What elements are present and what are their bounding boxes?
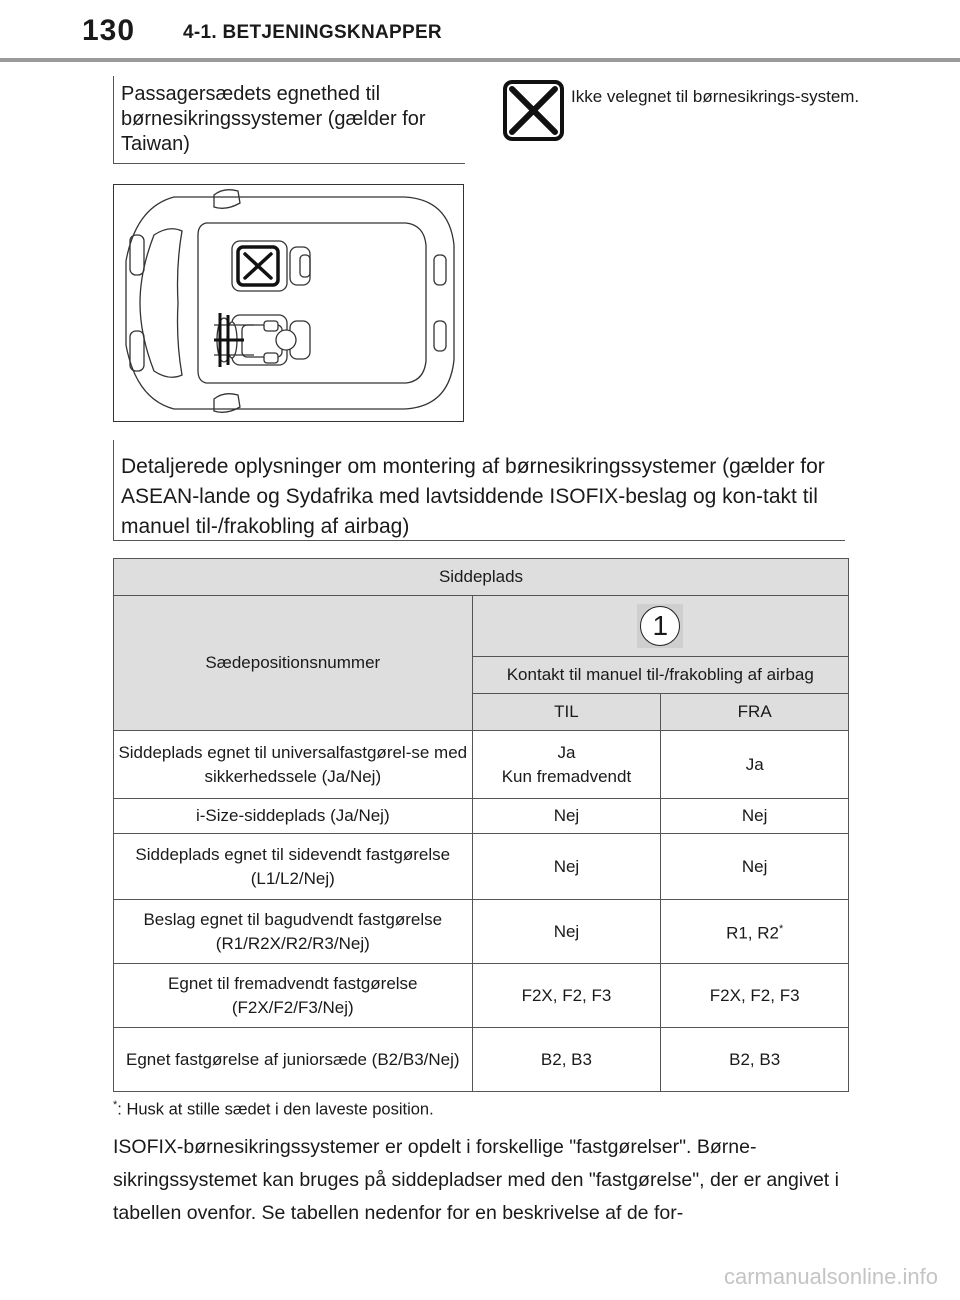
body-paragraph: ISOFIX-børnesikringssystemer er opdelt i forskellige "fastgørelser". Børne-sikringssystemet kan bruges på siddepladser med den "fastgørelse", der er angivet i tabellen ovenfor. Se tabellen nedenfor for en beskrivelse af de for-	[113, 1136, 839, 1224]
row-on-cell: Nej	[472, 900, 661, 964]
row-off-cell: Ja	[661, 731, 849, 799]
header-off-cell: FRA	[661, 694, 849, 731]
x-box-icon	[503, 80, 564, 141]
position-number-cell	[472, 596, 848, 657]
watermark: carmanualsonline.info	[723, 1264, 938, 1289]
header-position-cell: Sædepositionsnummer	[114, 596, 473, 731]
callout-seat-suitability-text: Passagersædets egnethed til børnesikringssystemer (gælder for Taiwan)	[121, 83, 426, 155]
header-on-cell: TIL	[472, 694, 661, 731]
row-off-value: R1, R2	[726, 923, 779, 943]
table-row	[114, 799, 849, 834]
table-row	[114, 834, 849, 900]
footnote-text: : Husk at stille sædet i den laveste position.	[117, 1100, 434, 1119]
position-badge-wrap	[637, 604, 683, 648]
page-header	[0, 0, 960, 62]
table-row	[114, 731, 849, 799]
row-on-line1: Ja	[557, 742, 576, 762]
footnote	[113, 1099, 434, 1120]
row-label-cell: Siddeplads egnet til sidevendt fastgørelse (L1/L2/Nej)	[114, 834, 473, 900]
row-label-cell: Egnet til fremadvendt fastgørelse (F2X/F2/F3/Nej)	[114, 964, 473, 1028]
row-on-cell: F2X, F2, F3	[472, 964, 661, 1028]
row-on-cell: B2, B3	[472, 1028, 661, 1092]
row-on-cell	[472, 731, 661, 799]
row-label-cell: Beslag egnet til bagudvendt fastgørelse (R1/R2X/R2/R3/Nej)	[114, 900, 473, 964]
car-seat-diagram	[113, 184, 464, 422]
car-top-view-illustration	[114, 185, 463, 421]
table-row	[114, 1028, 849, 1092]
header-seat-cell: Siddeplads	[114, 559, 849, 596]
table-row	[114, 596, 849, 657]
table-row	[114, 964, 849, 1028]
row-on-line2: Kun fremadvendt	[501, 766, 632, 786]
footnote-asterisk: *	[113, 1099, 118, 1111]
row-off-cell: F2X, F2, F3	[661, 964, 849, 1028]
table-row	[114, 559, 849, 596]
row-off-cell: Nej	[661, 799, 849, 834]
callout-detail-info-text: Detaljerede oplysninger om montering af børnesikringssystemer (gælder for ASEAN-lande og Sydafrika med lavtsiddende ISOFIX-beslag og kon-takt til manuel til-/frakobling af airbag)	[121, 455, 825, 538]
row-off-cell	[661, 900, 849, 964]
table-row	[114, 900, 849, 964]
position-number-badge: 1	[640, 606, 680, 646]
row-label-cell: i-Size-siddeplads (Ja/Nej)	[114, 799, 473, 834]
header-rule	[0, 58, 960, 62]
row-label-cell: Siddeplads egnet til universalfastgørel-se med sikkerhedssele (Ja/Nej)	[114, 731, 473, 799]
header-airbag-cell: Kontakt til manuel til-/frakobling af airbag	[472, 657, 848, 694]
page-number: 130	[82, 14, 136, 47]
section-title: 4-1. BETJENINGSKNAPPER	[183, 22, 442, 43]
row-label-cell: Egnet fastgørelse af juniorsæde (B2/B3/Nej)	[114, 1028, 473, 1092]
row-on-cell: Nej	[472, 834, 661, 900]
callout-detail-info	[113, 440, 845, 541]
footnote-mark: *	[778, 923, 784, 936]
row-off-cell: B2, B3	[661, 1028, 849, 1092]
legend-text: Ikke velegnet til børnesikrings-system.	[571, 87, 860, 106]
row-off-cell: Nej	[661, 834, 849, 900]
isofix-seat-table	[113, 558, 849, 1092]
callout-seat-suitability	[113, 76, 465, 164]
row-on-cell: Nej	[472, 799, 661, 834]
